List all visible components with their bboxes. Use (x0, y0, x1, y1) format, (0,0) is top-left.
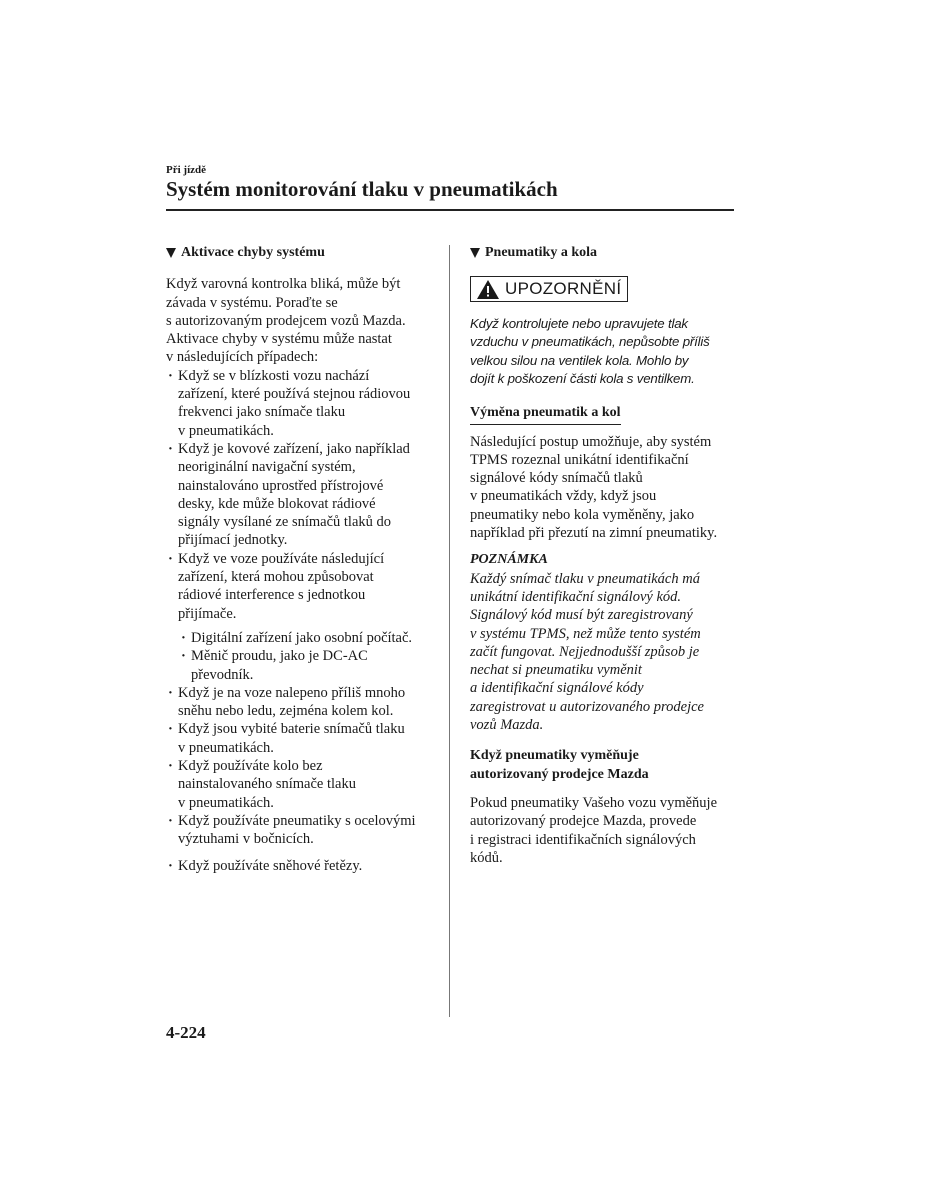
list-item: · Když je kovové zařízení, jako například neoriginální navigační systém, nainstalováno uprostřed přístrojové desky, kde může blokovat rádiové signály vysílané ze snímačů tlaků do přijímací jednotky. (166, 440, 436, 550)
list-item: · Digitální zařízení jako osobní počítač. (166, 629, 436, 647)
fault-cases-list-2 (166, 684, 436, 849)
intro-paragraph: Když varovná kontrolka bliká, může být závada v systému. Poraďte se s autorizovaným prodejcem vozů Mazda. Aktivace chyby v systému může nastat v následujících případech: (166, 276, 406, 366)
column-divider (449, 245, 450, 1017)
list-item: · Když ve voze používáte následující zařízení, která mohou způsobovat rádiové interference s jednotkou přijímače. (166, 550, 436, 623)
list-item: · Když jsou vybité baterie snímačů tlaku v pneumatikách. (166, 720, 436, 757)
list-item: · Když používáte kolo bez nainstalovaného snímače tlaku v pneumatikách. (166, 757, 436, 812)
list-item: · Když je na voze nalepeno příliš mnoho sněhu nebo ledu, zejména kolem kol. (166, 684, 436, 721)
list-item: · Když používáte sněhové řetězy. (166, 857, 436, 875)
list-item: · Když se v blízkosti vozu nachází zařízení, které používá stejnou rádiovou frekvenci jako snímače tlaku v pneumatikách. (166, 367, 436, 440)
subheading-tyre-replacement: Výměna pneumatik a kol (470, 404, 621, 424)
dealer-heading: Když pneumatiky vyměňuje autorizovaný prodejce Mazda (470, 748, 649, 782)
warning-label-box (470, 276, 628, 302)
page-number: 4-224 (166, 1023, 206, 1042)
triangle-down-icon (166, 248, 176, 258)
heading-tyres-wheels (470, 244, 734, 262)
warning-text: Když kontrolujete nebo upravujete tlak vzduchu v pneumatikách, nepůsobte příliš velkou silou na ventilek kola. Mohlo by dojít k poškození části kola s ventilkem. (470, 316, 710, 386)
warning-triangle-icon (477, 280, 499, 299)
list-item: · Měnič proudu, jako je DC-AC převodník. (166, 647, 436, 684)
heading-tyres-wheels-text: Pneumatiky a kola (485, 245, 598, 260)
note-text: Každý snímač tlaku v pneumatikách má unikátní identifikační signálový kód. Signálový kód musí být zaregistrovaný v systému TPMS, než může tento systém začít fungovat. Nejjednodušší způsob je nechat si pneumatiku vyměnit a identifikační signálové kódy zaregistrovat u autorizovaného prodejce vozů Mazda. (470, 570, 704, 734)
left-column (166, 244, 436, 875)
list-item: · Když používáte pneumatiky s ocelovými výztuhami v bočnicích. (166, 812, 436, 849)
title-rule (166, 209, 734, 211)
note-label: POZNÁMKA (470, 552, 548, 568)
page-title: Systém monitorování tlaku v pneumatikách (166, 177, 558, 201)
section-label: Při jízdě (166, 164, 207, 176)
device-examples-list (166, 629, 436, 684)
right-column (470, 244, 734, 867)
triangle-down-icon (470, 248, 480, 258)
fault-cases-list (166, 367, 436, 623)
dealer-paragraph: Pokud pneumatiky Vašeho vozu vyměňuje autorizovaný prodejce Mazda, provede i registraci identifikačních signálových kódů. (470, 794, 718, 866)
procedure-paragraph: Následující postup umožňuje, aby systém TPMS rozeznal unikátní identifikační signálové kódy snímačů tlaků v pneumatikách vždy, když jsou pneumatiky nebo kola vyměněny, jako například při přezutí na zimní pneumatiky. (470, 433, 718, 542)
heading-system-fault (166, 244, 436, 262)
fault-cases-list-3 (166, 857, 436, 875)
heading-system-fault-text: Aktivace chyby systému (181, 245, 325, 260)
warning-label: UPOZORNĚNÍ (505, 279, 622, 299)
